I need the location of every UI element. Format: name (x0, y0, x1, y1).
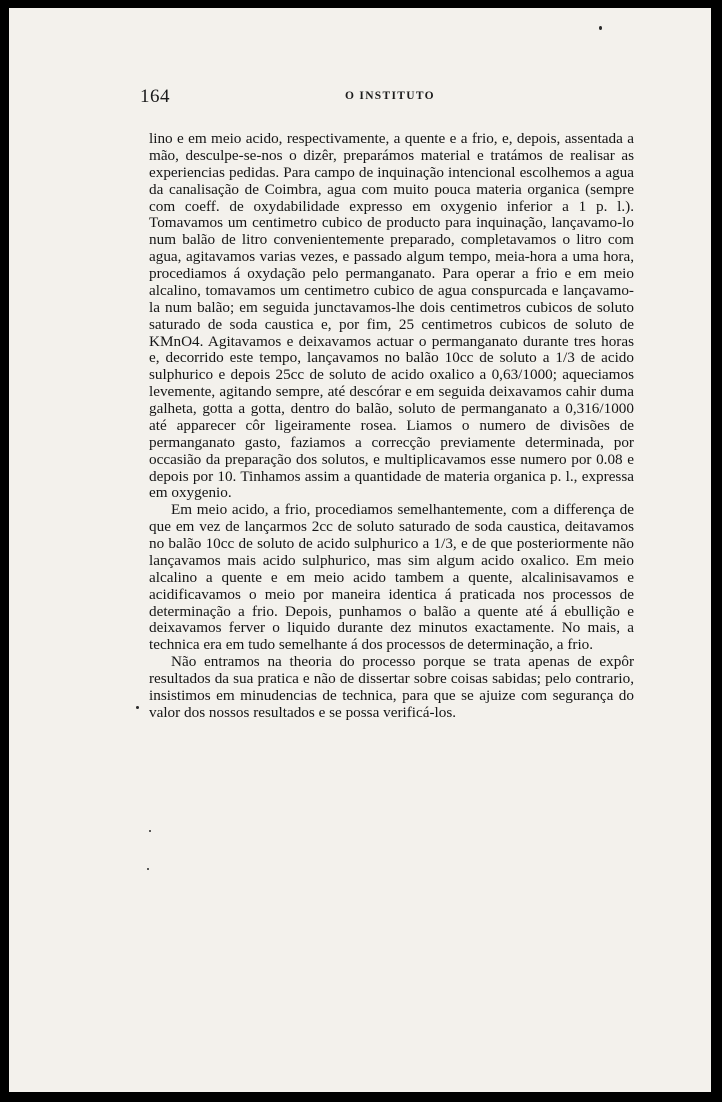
ink-speck (599, 26, 602, 30)
body-text (149, 131, 634, 722)
running-title: O INSTITUTO (345, 90, 435, 102)
paragraph: Não entramos na theoria do processo porque se trata apenas de expôr resultados da sua pratica e não de dissertar sobre coisas sabidas; pelo contrario, insistimos em minudencias de technica, para que se ajuize com segurança do valor dos nossos resultados e se possa verificá-los. (149, 653, 634, 721)
paragraph: Em meio acido, a frio, procediamos semelhantemente, com a differença de que em vez de lançarmos 2cc de soluto saturado de soda caustica, deitavamos no balão 10cc de soluto de acido sulphurico a 1/3, e de que posteriormente não lançavamos mais acido sulphurico, mas sim algum acido oxalico. Em meio alcalino a quente e em meio acido tambem a quente, alcalinisavamos e acidificavamos o meio por maneira identica á praticada nos processos de determinação a frio. Depois, punhamos o balão a quente até á ebullição e deixavamos ferver o liquido durante dez minutos exactamente. No mais, a technica era em tudo semelhante á dos processos de determinação, a frio. (149, 501, 634, 654)
running-header (140, 86, 604, 110)
page (9, 8, 711, 1092)
ink-speck (149, 830, 151, 832)
page-number: 164 (140, 86, 170, 107)
ink-speck (147, 868, 149, 870)
ink-speck (136, 706, 139, 709)
paragraph: lino e em meio acido, respectivamente, a quente e a frio, e, depois, assentada a mão, desculpe-se-nos o dizêr, preparámos material e tratámos de realisar as experiencias pedidas. Para campo de inquinação intencional escolhemos a agua da canalisação de Coimbra, agua com muito pouca materia organica (sempre com coeff. de oxydabilidade expresso em oxygenio inferior a 1 p. l.). Tomavamos um centimetro cubico de producto para inquinação, lançavamo-lo num balão de litro convenientemente preparado, completavamos o litro com agua, agitavamos varias vezes, e passado algum tempo, meia-hora a uma hora, procediamos á oxydação pelo permanganato. Para operar a frio e em meio alcalino, tomavamos um centimetro cubico de agua conspurcada e lançavamo-la num balão; em seguida junctavamos-lhe dois centimetros cubicos de soluto saturado de soda caustica e, por fim, 25 centimetros cubicos de soluto de KMnO4. Agitavamos e deixavamos actuar o permanganato durante tres horas e, decorrido este tempo, lançavamos no balão 10cc de soluto a 1/3 de acido sulphurico e depois 25cc de soluto de acido oxalico a 0,63/1000; aqueciamos levemente, agitando sempre, até descórar e em seguida deixavamos cahir duma galheta, gotta a gotta, dentro do balão, soluto de permanganato a 0,316/1000 até apparecer côr ligeiramente rosea. Liamos o numero de divisões de permanganato gasto, faziamos a correcção previamente determinada, por occasião da preparação dos solutos, e multiplicavamos esse numero por 0.08 e depois por 10. Tinhamos assim a quantidade de materia organica p. l., expressa em oxygenio. (149, 130, 634, 502)
